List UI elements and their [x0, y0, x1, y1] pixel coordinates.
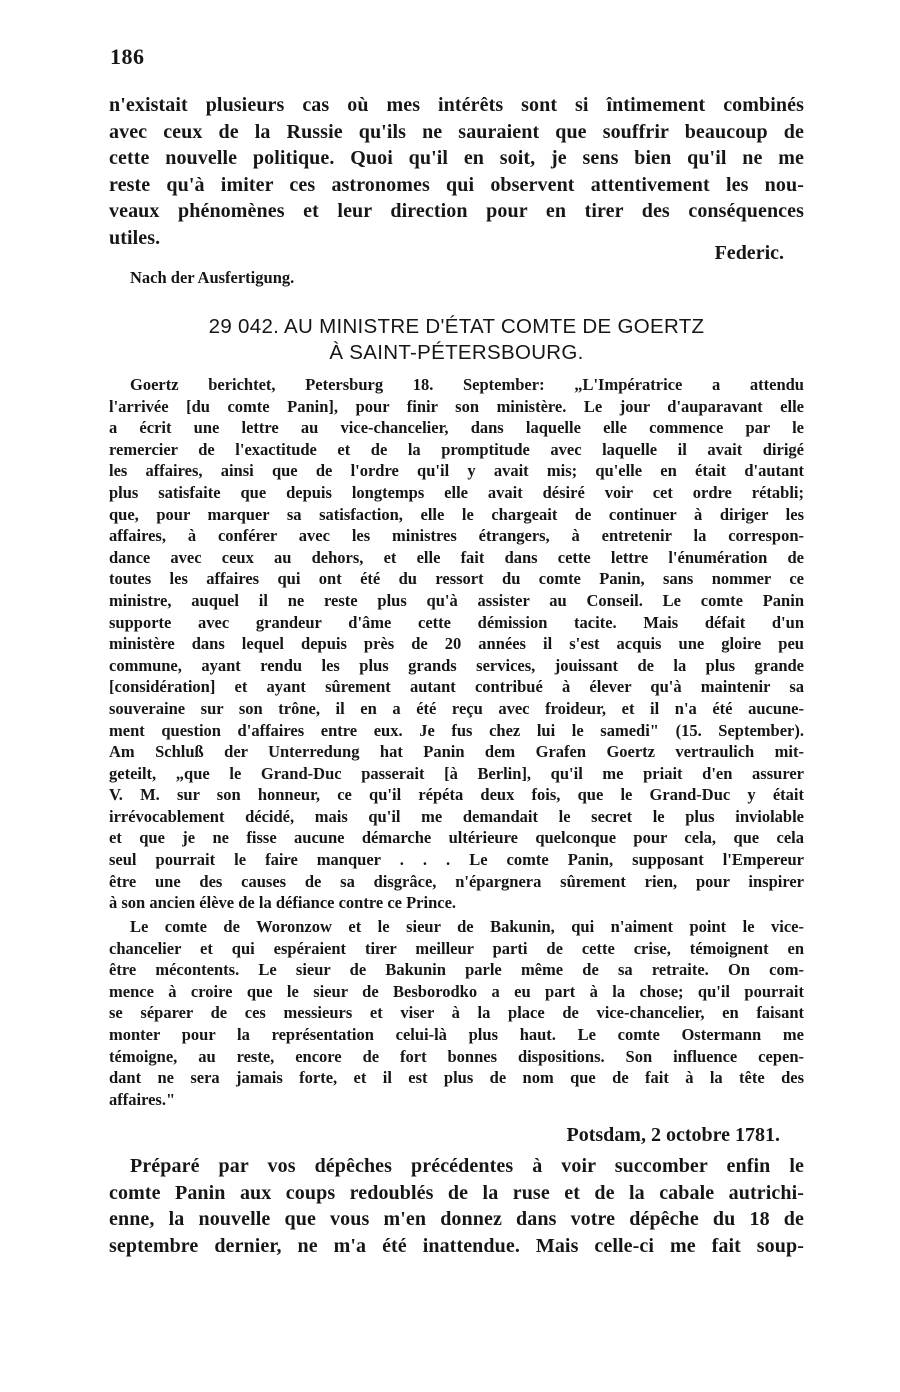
text-line: supporte avec grandeur d'âme cette démission tacite. Mais défait d'un: [109, 612, 804, 632]
text-line: monter pour la représentation celui-là plus haut. Le comte Ostermann me: [109, 1024, 804, 1044]
text-line: ment question d'affaires entre eux. Je fus chez lui le samedi" (15. September).: [109, 720, 804, 740]
text-line: l'arrivée [du comte Panin], pour finir son ministère. Le jour d'auparavant elle: [109, 396, 804, 416]
text-line: Am Schluß der Unterredung hat Panin dem Grafen Goertz vertraulich mit-: [109, 742, 804, 762]
text-line: toutes les affaires qui ont été du ressort du comte Panin, sans nommer ce: [109, 569, 804, 589]
letter-paragraph: [109, 1153, 804, 1259]
text-line: V. M. sur son honneur, ce qu'il répéta deux fois, que le Grand-Duc y était: [109, 785, 804, 805]
text-line: à son ancien élève de la défiance contre ce Prince.: [109, 893, 457, 913]
document-heading: [109, 314, 804, 366]
text-line: ministère dans lequel depuis près de 20 années il s'est acquis une gloire peu: [109, 634, 804, 654]
text-line: chancelier et qui espéraient tirer meilleur parti de cette crise, témoignent en: [109, 938, 804, 958]
text-line: reste qu'à imiter ces astronomes qui observent attentivement les nou-: [109, 173, 804, 196]
text-line: les affaires, ainsi que de l'ordre qu'il y avait mis; qu'elle en était d'autant: [109, 461, 804, 481]
text-line: enne, la nouvelle que vous m'en donnez dans votre dépêche du 18 de: [109, 1208, 804, 1230]
text-line: plus satisfaite que depuis longtemps elle avait désiré voir cet ordre rétabli;: [109, 482, 804, 502]
text-line: [considération] et ayant sûrement autant contribué à élever qu'à maintenir sa: [109, 677, 804, 697]
text-line: dance avec ceux au dehors, et elle fait dans cette lettre l'énumération de: [109, 547, 804, 567]
summary-paragraph-2: [109, 916, 804, 1110]
text-line: veaux phénomènes et leur direction pour en tirer des conséquences: [109, 200, 804, 222]
text-line: geteilt, „que le Grand-Duc passerait [à Berlin], qu'il me priait d'en assurer: [109, 763, 804, 783]
text-line: que, pour marquer sa satisfaction, elle le chargeait de continuer à diriger les: [109, 504, 804, 524]
text-line: a écrit une lettre au vice-chancelier, dans laquelle elle commence par le: [109, 418, 804, 438]
text-line: mence à croire que le sieur de Besborodko a eu part à la chose; qu'il pourrait: [109, 981, 804, 1001]
continuation-paragraph: [109, 92, 804, 251]
heading-line: À SAINT-PÉTERSBOURG.: [329, 341, 584, 364]
page-number: 186: [110, 44, 145, 69]
text-line: affaires.": [109, 1089, 176, 1109]
text-line: être une des causes de sa disgrâce, n'épargnera sûrement rien, pour inspirer: [109, 871, 804, 891]
text-line: ministre, auquel il ne reste plus qu'à assister au Conseil. Le comte Panin: [109, 590, 804, 610]
signature: Federic.: [714, 242, 784, 264]
text-line: remercier de l'exactitude et de la promptitude avec laquelle il avait dirigé: [109, 439, 804, 459]
text-line: septembre dernier, ne m'a été inattendue. Mais celle-ci me fait soup-: [109, 1234, 804, 1257]
summary-paragraph: [109, 374, 804, 914]
text-line: et que je ne fisse aucune démarche ultérieure quelconque pour cela, que cela: [109, 828, 804, 848]
text-line: être mécontents. Le sieur de Bakunin parle même de sa retraite. On com-: [109, 960, 804, 980]
text-line: n'existait plusieurs cas où mes intérêts sont si întimement combinés: [109, 94, 804, 116]
heading-line: 29 042. AU MINISTRE D'ÉTAT COMTE DE GOERTZ: [208, 315, 705, 338]
text-line: comte Panin aux coups redoublés de la ruse et de la cabale autrichi-: [109, 1181, 804, 1204]
text-line: se séparer de ces messieurs et viser à la place de vice-chancelier, en faisant: [109, 1003, 804, 1023]
text-line: Le comte de Woronzow et le sieur de Bakunin, qui n'aiment point le vice-: [130, 917, 804, 936]
date-line: Potsdam, 2 octobre 1781.: [566, 1124, 780, 1146]
text-line: souveraine sur son trône, il en a été reçu avec froideur, et il n'a été aucune-: [109, 698, 804, 718]
text-line: utiles.: [109, 226, 161, 249]
text-line: commune, ayant rendu les plus grands services, jouissant de la plus grande: [109, 655, 804, 675]
text-line: Goertz berichtet, Petersburg 18. September: „L'Impératrice a attendu: [130, 375, 804, 394]
text-line: irrévocablement décidé, mais qu'il me demandait le secret le plus inviolable: [109, 806, 804, 826]
text-line: Préparé par vos dépêches précédentes à voir succomber enfin le: [130, 1155, 804, 1177]
text-line: seul pourrait le faire manquer . . . Le comte Panin, supposant l'Empereur: [109, 850, 804, 870]
text-line: avec ceux de la Russie qu'ils ne sauraient que souffrir beaucoup de: [109, 120, 804, 143]
text-line: affaires, à conférer avec les ministres étrangers, à entretenir la correspon-: [109, 526, 804, 546]
text-line: dant ne sera jamais forte, et il est plus de nom que de fait à la tête des: [109, 1068, 804, 1088]
text-line: témoigne, au reste, encore de fort bonnes dispositions. Son influence cepen-: [109, 1046, 804, 1066]
source-note: Nach der Ausfertigung.: [130, 268, 295, 287]
text-line: cette nouvelle politique. Quoi qu'il en soit, je sens bien qu'il ne me: [109, 147, 804, 169]
